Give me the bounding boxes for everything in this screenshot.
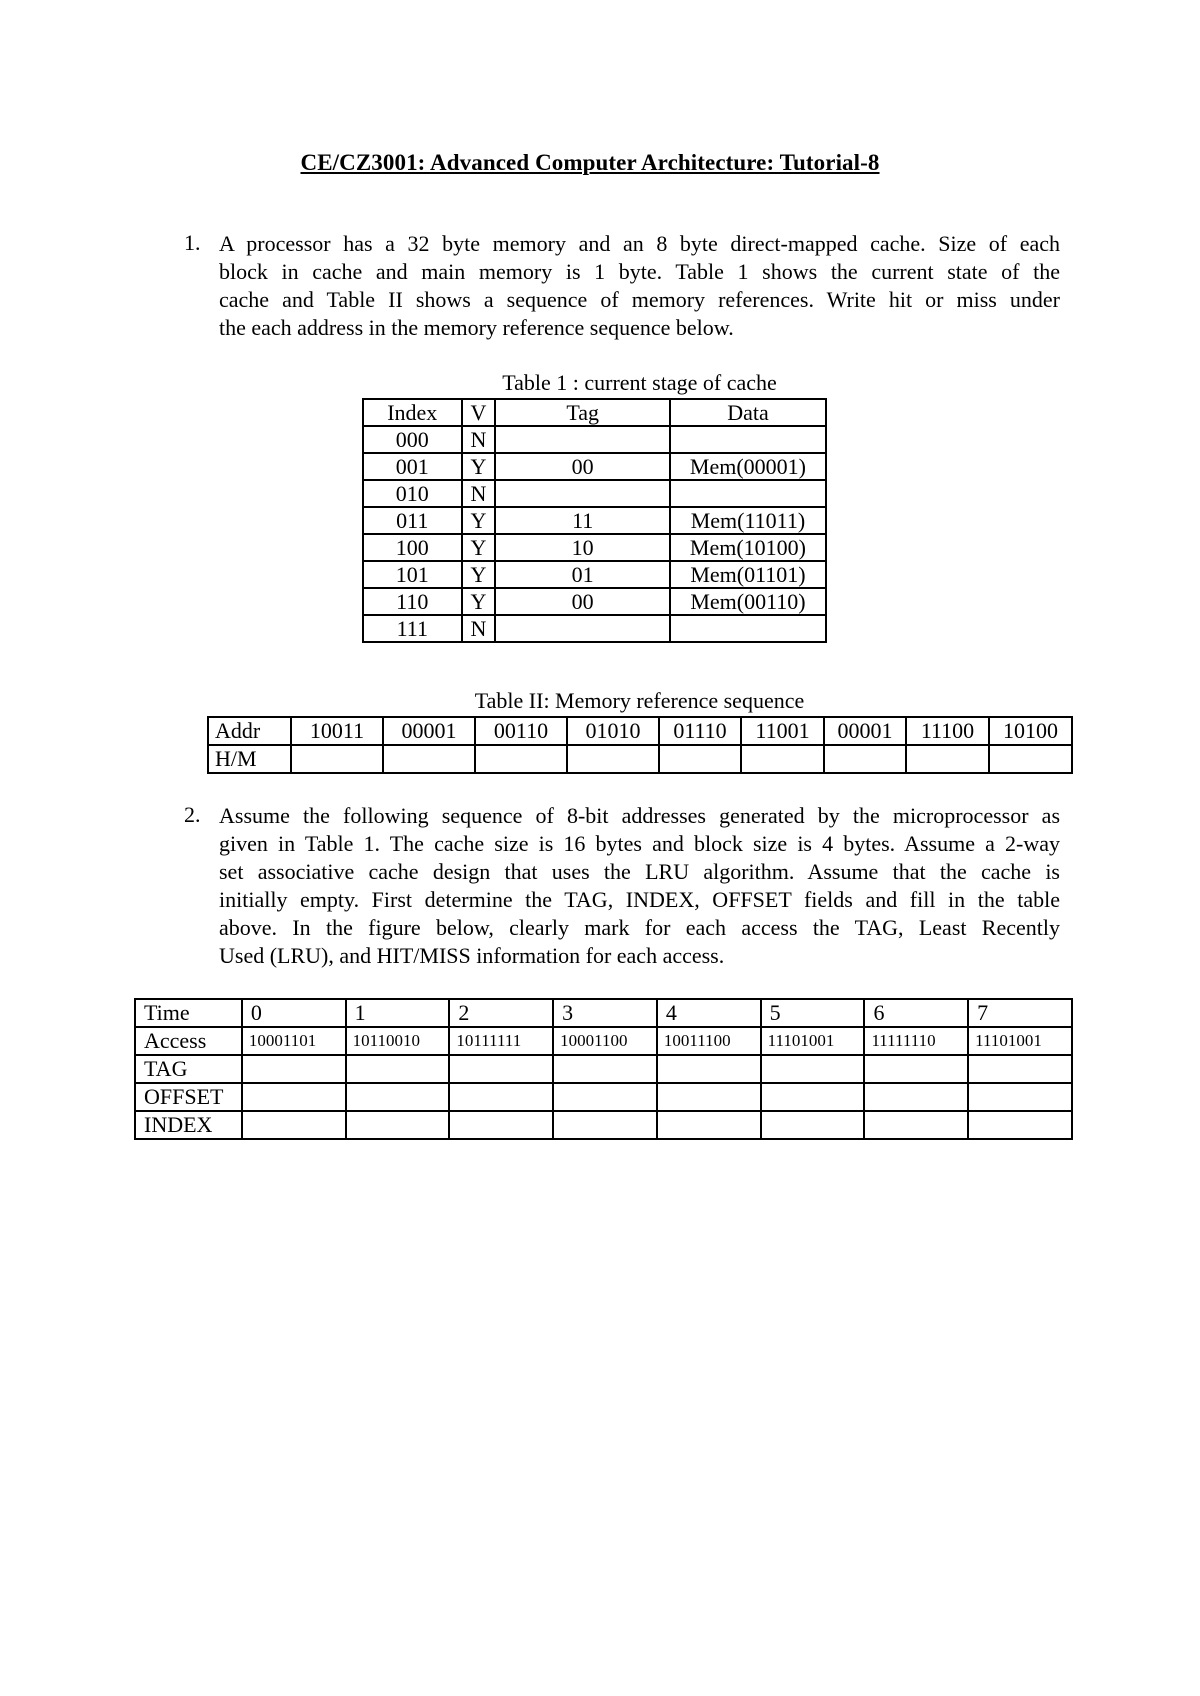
cell-tag: 11 [495,507,670,534]
cell-index: 111 [363,615,462,642]
question-2-line: Assume the following sequence of 8-bit addresses generated by the microprocessor as [219,803,1060,828]
empty-cell [864,1083,968,1111]
cell-data [670,426,826,453]
address-cell: 10011 [291,717,383,745]
hit-miss-cell [291,745,383,773]
empty-cell [449,1111,553,1139]
empty-cell [864,1111,968,1139]
time-cell: 2 [449,999,553,1027]
empty-cell [242,1055,346,1083]
table-row [363,480,826,507]
empty-cell [242,1083,346,1111]
cell-index: 110 [363,588,462,615]
table-row [363,534,826,561]
header-data: Data [670,399,826,426]
time-cell: 3 [553,999,657,1027]
cell-valid: Y [462,507,496,534]
hit-miss-cell [659,745,741,773]
question-2-text [219,802,1060,970]
table-row [363,615,826,642]
time-cell: 1 [346,999,450,1027]
question-2-line: given in Table 1. The cache size is 16 bytes and block size is 4 bytes. Assume a 2-way [219,831,1060,856]
question-1-number: 1. [184,230,201,255]
hit-miss-cell [383,745,475,773]
cell-data: Mem(10100) [670,534,826,561]
question-1-line: the each address in the memory reference sequence below. [219,315,734,340]
cell-index: 101 [363,561,462,588]
time-cell: 6 [864,999,968,1027]
empty-cell [553,1111,657,1139]
question-1-line: A processor has a 32 byte memory and an 8 byte direct-mapped cache. Size of each [219,231,1060,256]
cell-tag: 10 [495,534,670,561]
time-cell: 5 [761,999,865,1027]
access-cell: 11101001 [761,1027,865,1055]
table-row [363,588,826,615]
row-label-time: Time [135,999,242,1027]
access-cell: 11101001 [968,1027,1072,1055]
hit-miss-cell [741,745,824,773]
address-cell: 10100 [989,717,1072,745]
empty-cell [968,1083,1072,1111]
empty-cell [968,1055,1072,1083]
empty-cell [553,1055,657,1083]
question-2-line: initially empty. First determine the TAG, INDEX, OFFSET fields and fill in the table [219,887,1060,912]
hit-miss-cell [824,745,906,773]
cell-tag: 00 [495,453,670,480]
address-cell: 01010 [567,717,659,745]
row-label-tag: TAG [135,1055,242,1083]
access-cell: 10001100 [553,1027,657,1055]
cell-valid: Y [462,588,496,615]
hm-label: H/M [208,745,291,773]
cell-valid: N [462,426,496,453]
cell-tag [495,615,670,642]
question-2-line: set associative cache design that uses the LRU algorithm. Assume that the cache is [219,859,1060,884]
cell-index: 001 [363,453,462,480]
address-row [208,717,1072,745]
empty-cell [864,1055,968,1083]
question-2-line: above. In the figure below, clearly mark for each access the TAG, Least Recently [219,915,1060,940]
hit-miss-cell [989,745,1072,773]
table-header-row [363,399,826,426]
row-label-access: Access [135,1027,242,1055]
access-row [135,1027,1072,1055]
address-cell: 00001 [824,717,906,745]
row-label-index: INDEX [135,1111,242,1139]
empty-cell [761,1055,865,1083]
hit-miss-cell [906,745,989,773]
table-2-caption: Table II: Memory reference sequence [474,688,805,713]
address-cell: 00001 [383,717,475,745]
cell-tag: 00 [495,588,670,615]
address-cell: 11001 [741,717,824,745]
address-cell: 00110 [475,717,567,745]
cell-data: Mem(11011) [670,507,826,534]
index-row [135,1111,1072,1139]
time-row [135,999,1072,1027]
time-cell: 7 [968,999,1072,1027]
question-1-line: cache and Table II shows a sequence of memory references. Write hit or miss under [219,287,1060,312]
header-tag: Tag [495,399,670,426]
empty-cell [657,1055,761,1083]
cell-tag [495,480,670,507]
question-1-text [219,230,1060,342]
access-cell: 10011100 [657,1027,761,1055]
cell-data: Mem(01101) [670,561,826,588]
empty-cell [449,1083,553,1111]
empty-cell [657,1111,761,1139]
access-cell: 10110010 [346,1027,450,1055]
time-cell: 0 [242,999,346,1027]
empty-cell [553,1083,657,1111]
header-valid: V [462,399,496,426]
access-cell: 10111111 [449,1027,553,1055]
hit-miss-cell [475,745,567,773]
cell-valid: N [462,615,496,642]
access-cell: 10001101 [242,1027,346,1055]
empty-cell [242,1111,346,1139]
offset-row [135,1083,1072,1111]
memory-reference-table [207,716,1073,774]
cell-data [670,615,826,642]
cell-index: 100 [363,534,462,561]
empty-cell [761,1083,865,1111]
cell-data [670,480,826,507]
empty-cell [346,1083,450,1111]
empty-cell [346,1111,450,1139]
header-index: Index [363,399,462,426]
access-sequence-table [134,998,1073,1140]
table-row [363,453,826,480]
cell-valid: Y [462,534,496,561]
cell-valid: Y [462,453,496,480]
tag-row [135,1055,1072,1083]
time-cell: 4 [657,999,761,1027]
hit-miss-row [208,745,1072,773]
question-1-line: block in cache and main memory is 1 byte. Table 1 shows the current state of the [219,259,1060,284]
empty-cell [346,1055,450,1083]
cell-tag [495,426,670,453]
question-2-number: 2. [184,802,201,827]
cell-valid: Y [462,561,496,588]
access-cell: 11111110 [864,1027,968,1055]
addr-label: Addr [208,717,291,745]
cell-tag: 01 [495,561,670,588]
table-row [363,426,826,453]
empty-cell [968,1111,1072,1139]
table-row [363,507,826,534]
hit-miss-cell [567,745,659,773]
table-1-caption: Table 1 : current stage of cache [502,370,777,395]
page-title: CE/CZ3001: Advanced Computer Architecture: Tutorial-8 [300,150,880,175]
empty-cell [657,1083,761,1111]
address-cell: 11100 [906,717,989,745]
question-2-line: Used (LRU), and HIT/MISS information for each access. [219,943,725,968]
table-row [363,561,826,588]
cell-data: Mem(00001) [670,453,826,480]
address-cell: 01110 [659,717,741,745]
cell-valid: N [462,480,496,507]
row-label-offset: OFFSET [135,1083,242,1111]
empty-cell [449,1055,553,1083]
cell-index: 010 [363,480,462,507]
cache-state-table [362,398,827,643]
cell-data: Mem(00110) [670,588,826,615]
empty-cell [761,1111,865,1139]
cell-index: 000 [363,426,462,453]
cell-index: 011 [363,507,462,534]
